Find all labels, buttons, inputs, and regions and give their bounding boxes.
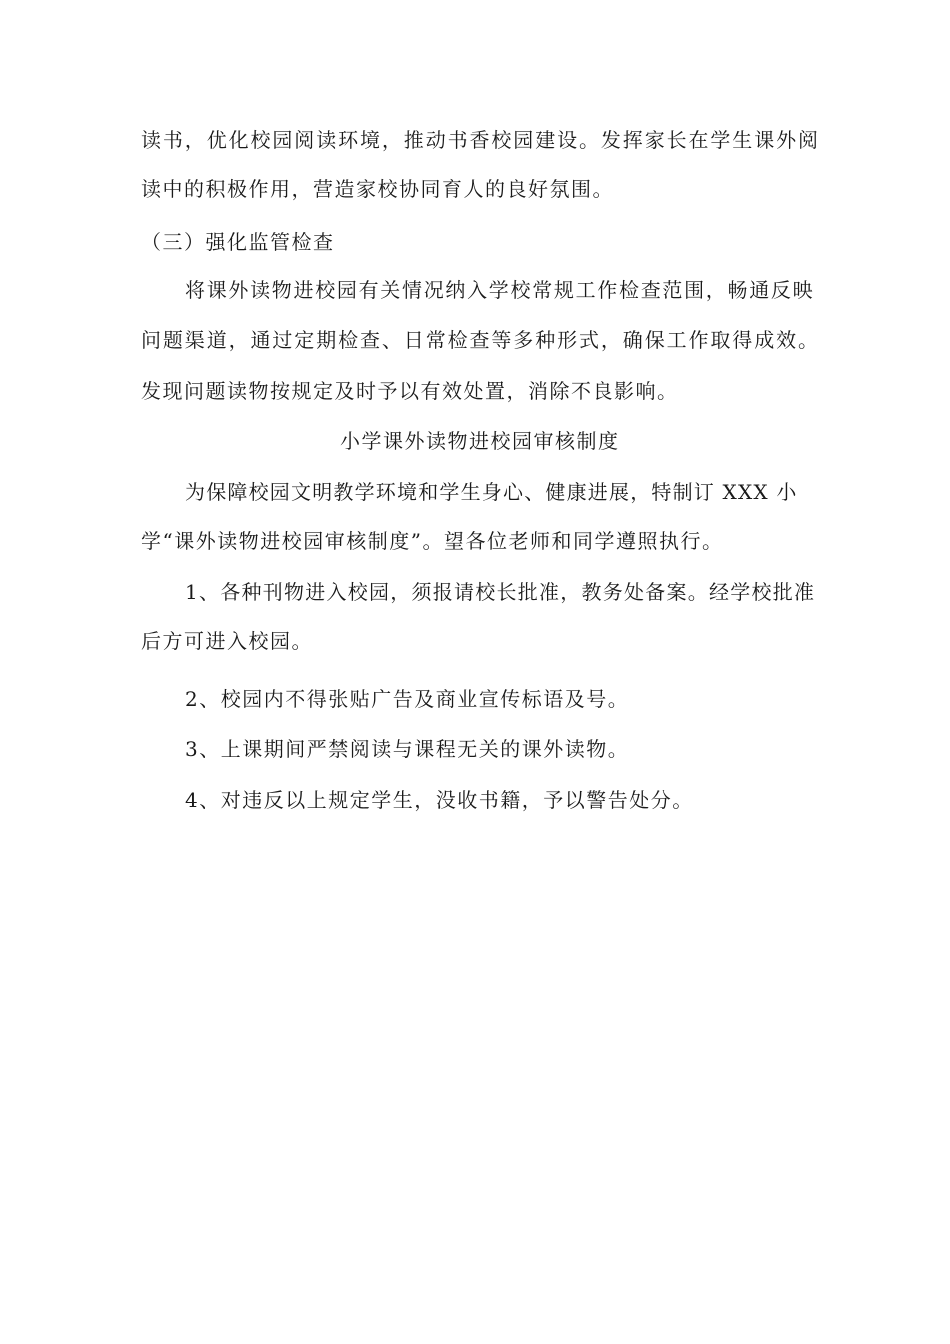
paragraph-line: 读书，优化校园阅读环境，推动书香校园建设。发挥家长在学生课外阅 [141,128,820,152]
paragraph-line: 后方可进入校园。 [141,629,313,653]
paragraph-line: 读中的积极作用，营造家校协同育人的良好氛围。 [141,177,614,201]
document-title: 小学课外读物进校园审核制度 [340,429,620,453]
rule-item: 1、各种刊物进入校园，须报请校长批准，教务处备案。经学校批准 [185,580,816,604]
paragraph-line: 将课外读物进校园有关情况纳入学校常规工作检查范围，畅通反映 [185,278,815,302]
section-heading: （三）强化监管检查 [141,230,335,254]
rule-item: 3、上课期间严禁阅读与课程无关的课外读物。 [185,737,630,761]
paragraph-line: 学“课外读物进校园审核制度”。望各位老师和同学遵照执行。 [141,529,724,553]
paragraph-line: 问题渠道，通过定期检查、日常检查等多种形式，确保工作取得成效。 [141,328,820,352]
rule-item: 2、校园内不得张贴广告及商业宣传标语及号。 [185,687,630,711]
paragraph-line: 为保障校园文明教学环境和学生身心、健康进展，特制订 XXX 小 [185,480,798,504]
paragraph-line: 发现问题读物按规定及时予以有效处置，消除不良影响。 [141,379,679,403]
rule-item: 4、对违反以上规定学生，没收书籍，予以警告处分。 [185,788,694,812]
